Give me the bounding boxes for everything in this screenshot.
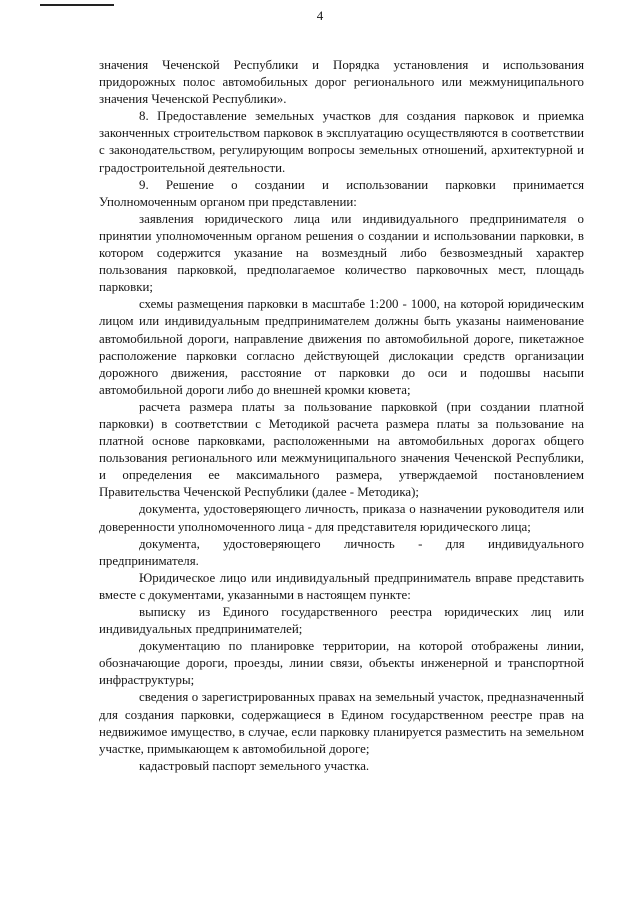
paragraph-optional-documents: Юридическое лицо или индивидуальный предприниматель вправе представить вместе с документами, указанными в настоящем пункте: <box>99 570 584 602</box>
paragraph-item-8: 8. Предоставление земельных участков для создания парковок и приемка законченных строительством парковок в эксплуатацию осуществляются в соответствии с законодательством, регулирующим вопросы земельных отношений, архитектурной и градостроительной деятельности. <box>99 109 584 175</box>
paragraph-property-rights: сведения о зарегистрированных правах на земельный участок, предназначенный для создания парковки, содержащиеся в Едином государственном реестре прав на недвижимое имущество, в случае, если парковку планируется разместить на земельном участке, примыкающем к автомобильной дороге; <box>99 690 584 756</box>
document-body <box>99 57 584 775</box>
page-number: 4 <box>316 8 324 23</box>
paragraph-cadastral-passport: кадастровый паспорт земельного участка. <box>139 758 370 773</box>
paragraph-parking-scheme: схемы размещения парковки в масштабе 1:200 - 1000, на которой юридическим лицом или индивидуальным предпринимателем должны быть указаны наименование автомобильной дороги, направление движения по автомобильной дороге, пикетажное расположение парковки согласно действующей дислокации средств организации дорожного движения, расстояние от парковки до оси и подошвы насыпи автомобильной дороги либо до внешней кромки кювета; <box>99 297 584 397</box>
paragraph-fee-calculation: расчета размера платы за пользование парковкой (при создании платной парковки) в соответствии с Методикой расчета размера платы за пользование на платной основе парковками, расположенными на автомобильных дорогах общего пользования регионального или межмуниципального значения Чеченской Республики, и определения ее максимального размера, утверждаемой постановлением Правительства Чеченской Республики (далее - Методика); <box>99 399 584 500</box>
paragraph-application-statement: заявления юридического лица или индивидуального предпринимателя о принятии уполномоченным органом решения о создании и использовании парковки, в котором содержится указание на возмездный либо безвозмездный характер пользования парковкой, предполагаемое количество парковочных мест, площадь парковки; <box>99 211 584 295</box>
paragraph-territory-planning: документацию по планировке территории, на которой отображены линии, обозначающие дороги, проезды, линии связи, объекты инженерной и транспортной инфраструктуры; <box>99 639 584 688</box>
paragraph-item-9: 9. Решение о создании и использовании парковки принимается Уполномоченным органом при представлении: <box>99 177 584 209</box>
paragraph-registry-extract: выписку из Единого государственного реестра юридических лиц или индивидуальных предпринимателей; <box>99 605 584 637</box>
paragraph-continuation: значения Чеченской Республики и Порядка установления и использования придорожных полос автомобильных дорог регионального или межмуниципального значения Чеченской Республики». <box>99 58 584 107</box>
paragraph-legal-entity-identity: документа, удостоверяющего личность, приказа о назначении руководителя или доверенности уполномоченного лица - для представителя юридического лица; <box>99 502 584 534</box>
paragraph-entrepreneur-identity: документа, удостоверяющего личность - для индивидуального предпринимателя. <box>99 536 584 568</box>
scan-artifact-line <box>40 4 114 6</box>
